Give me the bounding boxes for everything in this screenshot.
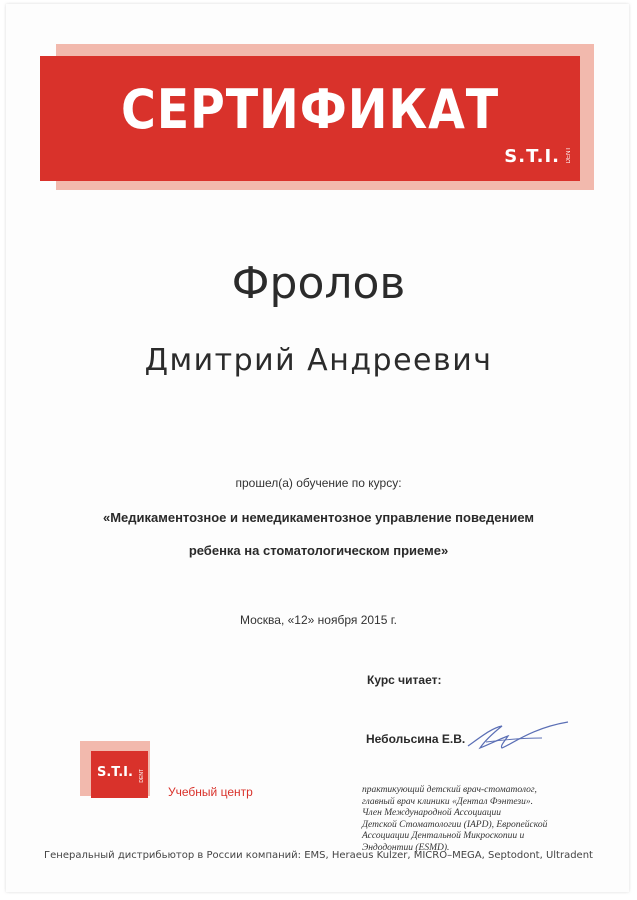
lecturer-name: Небольсина Е.В. — [366, 732, 466, 746]
credentials-line: Член Международной Ассоциации — [362, 808, 502, 818]
certificate-title: СЕРТИФИКАТ — [120, 78, 500, 141]
certificate-banner — [40, 56, 580, 181]
course-title-line-2: ребенка на стоматологическом приеме» — [188, 543, 449, 558]
footer-logo-text: S.T.I. — [97, 765, 133, 780]
footer-logo-sub: DENT — [139, 769, 145, 783]
completed-course-text: прошел(а) обучение по курсу: — [235, 476, 402, 490]
recipient-given-names: Дмитрий Андреевич — [144, 343, 493, 378]
credentials-line: Детской Стоматологии (IAPD), Европейской — [362, 819, 548, 830]
sti-logo-sub: DENT — [566, 146, 572, 163]
course-title-line-1: «Медикаментозное и немедикаментозное управление поведением — [102, 510, 535, 525]
credentials-line: практикующий детский врач-стоматолог, — [362, 785, 537, 795]
lecturer-label: Курс читает: — [367, 673, 442, 687]
credentials-line: Ассоциации Дентальной Микроскопии и — [362, 831, 525, 841]
footer-sti-logo — [91, 751, 148, 798]
sti-logo: S.T.I. — [504, 146, 560, 167]
credentials-line: главный врач клиники «Дентал Фэнтези». — [362, 796, 533, 807]
credentials-line: Эндодонтии (ESMD). — [362, 842, 450, 853]
city-date: Москва, «12» ноября 2015 г. — [240, 613, 397, 627]
distributor-footer: Генеральный дистрибьютор в России компаний: EMS, Heraeus Kulzer, MICRO–MEGA, Septodont, Ultradent — [44, 850, 593, 861]
lecturer-credentials — [362, 785, 582, 854]
signature-image — [462, 716, 572, 756]
recipient-surname: Фролов — [231, 258, 406, 309]
training-center-label: Учебный центр — [168, 785, 253, 799]
